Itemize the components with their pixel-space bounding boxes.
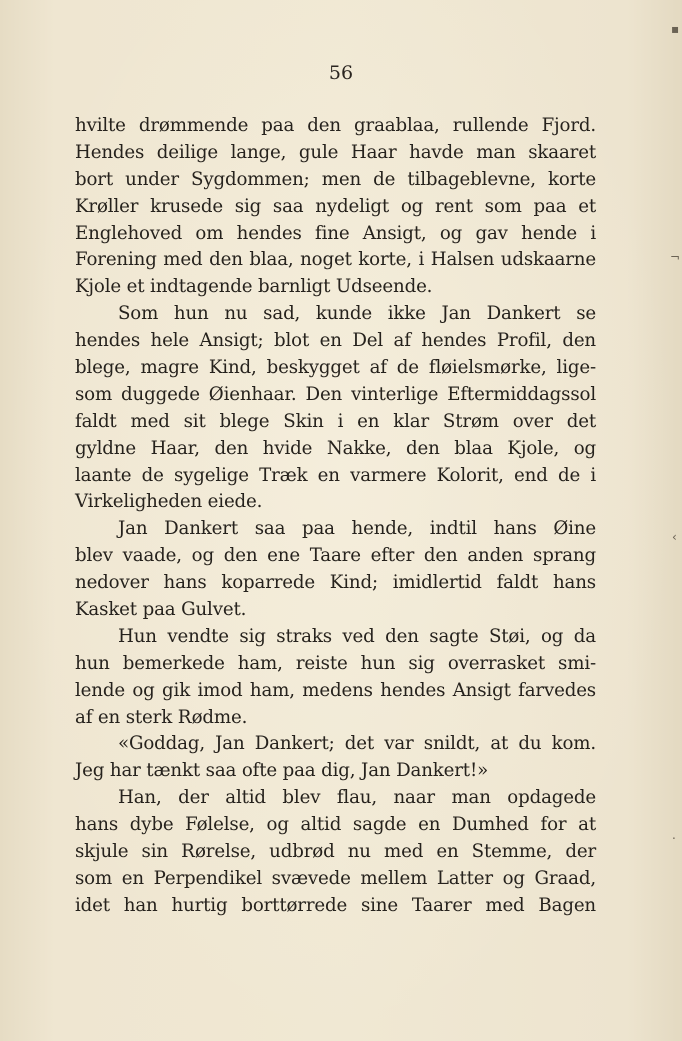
- margin-mark: .: [672, 828, 676, 842]
- text-line: Han, der altid blev flau, naar man opdagede: [118, 787, 596, 809]
- text-line: hans dybe Følelse, og altid sagde en Dumhed for at: [75, 814, 596, 836]
- text-line: Jan Dankert saa paa hende, indtil hans Øine: [118, 518, 596, 540]
- text-line: blege, magre Kind, beskygget af de fløielsmørke, lige-: [75, 357, 596, 379]
- text-line: Forening med den blaa, noget korte, i Halsen udskaarne: [75, 249, 596, 271]
- text-line: som duggede Øienhaar. Den vinterlige Eftermiddagssol: [75, 383, 596, 405]
- margin-mark: ‹: [672, 530, 677, 544]
- text-line: lende og gik imod ham, medens hendes Ansigt farvedes: [75, 679, 596, 701]
- text-line: hun bemerkede ham, reiste hun sig overrasket smi-: [75, 652, 596, 674]
- text-line: af en sterk Rødme.: [75, 706, 248, 728]
- text-line: som en Perpendikel svævede mellem Latter og Graad,: [75, 867, 596, 889]
- text-line: Som hun nu sad, kunde ikke Jan Dankert se: [118, 303, 596, 325]
- body-text: [75, 113, 596, 920]
- margin-mark: ¬: [670, 250, 681, 264]
- text-line: gyldne Haar, den hvide Nakke, den blaa Kjole, og: [75, 437, 596, 459]
- text-line: Krøller krusede sig saa nydeligt og rent som paa et: [75, 195, 596, 217]
- text-line: Jeg har tænkt saa ofte paa dig, Jan Dankert!»: [75, 760, 489, 782]
- text-line: Englehoved om hendes fine Ansigt, og gav hende i: [75, 222, 596, 244]
- text-line: bort under Sygdommen; men de tilbageblevne, korte: [75, 168, 596, 190]
- text-line: faldt med sit blege Skin i en klar Strøm over det: [75, 410, 596, 432]
- text-line: Hun vendte sig straks ved den sagte Støi, og da: [118, 625, 596, 647]
- text-line: hvilte drømmende paa den graablaa, rullende Fjord.: [75, 115, 596, 136]
- text-line: Virkeligheden eiede.: [75, 491, 263, 513]
- text-line: idet han hurtig borttørrede sine Taarer med Bagen: [75, 894, 596, 916]
- text-line: hendes hele Ansigt; blot en Del af hendes Profil, den: [75, 330, 596, 352]
- text-line: «Goddag, Jan Dankert; det var snildt, at du kom.: [118, 733, 596, 755]
- text-line: Kasket paa Gulvet.: [75, 599, 247, 621]
- text-line: skjule sin Rørelse, udbrød nu med en Stemme, der: [75, 841, 596, 863]
- text-line: Kjole et indtagende barnligt Udseende.: [75, 276, 433, 298]
- text-line: Hendes deilige lange, gule Haar havde man skaaret: [75, 141, 596, 163]
- page-number: 56: [328, 62, 354, 84]
- text-line: laante de sygelige Træk en varmere Kolorit, end de i: [75, 464, 596, 486]
- text-line: blev vaade, og den ene Taare efter den anden sprang: [75, 545, 596, 567]
- text-line: nedover hans koparrede Kind; imidlertid faldt hans: [75, 572, 596, 594]
- margin-mark: ▪: [671, 22, 680, 36]
